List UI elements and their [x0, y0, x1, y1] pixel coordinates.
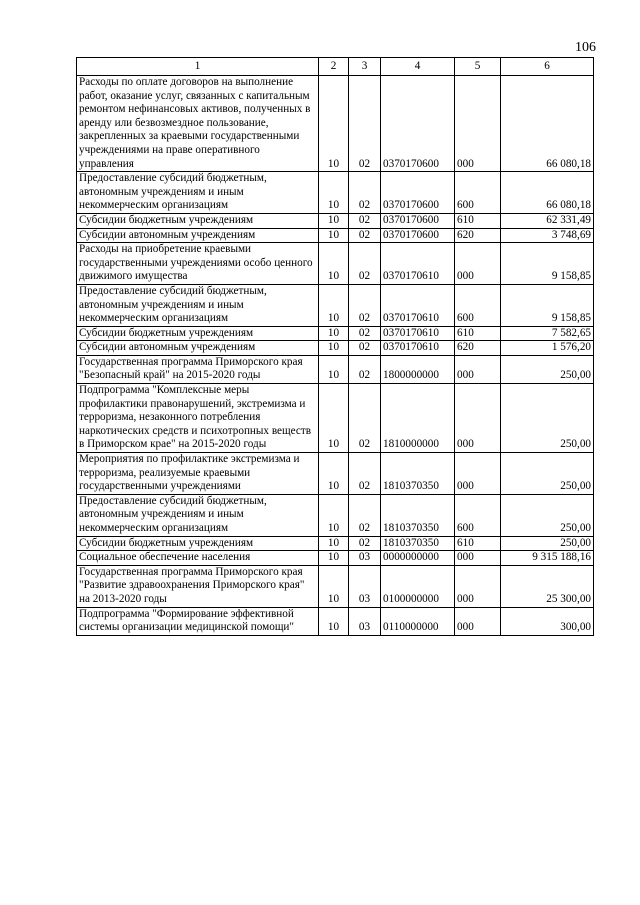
row-amount: 1 576,20 — [501, 341, 594, 356]
header-col-3: 3 — [349, 58, 381, 76]
row-expense-type: 000 — [455, 565, 501, 607]
row-description: Государственная программа Приморского края "Развитие здравоохранения Приморского края" на 2013-2020 годы — [77, 565, 319, 607]
row-expense-type: 600 — [455, 172, 501, 214]
row-description: Субсидии автономным учреждениям — [77, 341, 319, 356]
table-row — [77, 607, 594, 635]
row-target-code: 0000000000 — [381, 551, 455, 566]
row-amount: 250,00 — [501, 494, 594, 536]
row-expense-type: 000 — [455, 243, 501, 285]
row-subsection: 02 — [349, 228, 381, 243]
row-section: 10 — [319, 243, 349, 285]
row-section: 10 — [319, 213, 349, 228]
row-amount: 250,00 — [501, 355, 594, 383]
table-row — [77, 326, 594, 341]
row-description: Мероприятия по профилактике экстремизма и терроризма, реализуемые краевыми государственными учреждениями — [77, 453, 319, 495]
header-col-2: 2 — [319, 58, 349, 76]
row-amount: 300,00 — [501, 607, 594, 635]
row-target-code: 0370170610 — [381, 243, 455, 285]
row-amount: 9 158,85 — [501, 243, 594, 285]
row-subsection: 02 — [349, 172, 381, 214]
table-row — [77, 551, 594, 566]
row-subsection: 02 — [349, 326, 381, 341]
row-section: 10 — [319, 172, 349, 214]
row-target-code: 1810370350 — [381, 453, 455, 495]
row-target-code: 1800000000 — [381, 355, 455, 383]
row-section: 10 — [319, 494, 349, 536]
table-row — [77, 243, 594, 285]
row-expense-type: 600 — [455, 284, 501, 326]
row-description: Субсидии бюджетным учреждениям — [77, 326, 319, 341]
row-target-code: 0370170600 — [381, 76, 455, 172]
row-target-code: 0370170610 — [381, 341, 455, 356]
row-expense-type: 620 — [455, 228, 501, 243]
row-target-code: 1810370350 — [381, 494, 455, 536]
row-amount: 250,00 — [501, 384, 594, 453]
table-row — [77, 453, 594, 495]
row-expense-type: 000 — [455, 76, 501, 172]
row-expense-type: 000 — [455, 384, 501, 453]
row-subsection: 02 — [349, 453, 381, 495]
row-section: 10 — [319, 284, 349, 326]
page-number: 106 — [575, 40, 596, 55]
table-row — [77, 536, 594, 551]
row-amount: 7 582,65 — [501, 326, 594, 341]
budget-table — [76, 57, 594, 636]
table-row — [77, 228, 594, 243]
row-description: Предоставление субсидий бюджетным, автономным учреждениям и иным некоммерческим организациям — [77, 284, 319, 326]
row-expense-type: 610 — [455, 326, 501, 341]
row-expense-type: 600 — [455, 494, 501, 536]
row-subsection: 02 — [349, 76, 381, 172]
row-section: 10 — [319, 228, 349, 243]
row-subsection: 02 — [349, 284, 381, 326]
row-target-code: 0110000000 — [381, 607, 455, 635]
row-description: Подпрограмма "Формирование эффективной системы организации медицинской помощи" — [77, 607, 319, 635]
row-section: 10 — [319, 326, 349, 341]
row-description: Субсидии бюджетным учреждениям — [77, 213, 319, 228]
row-expense-type: 610 — [455, 536, 501, 551]
row-description: Субсидии бюджетным учреждениям — [77, 536, 319, 551]
header-col-5: 5 — [455, 58, 501, 76]
table-row — [77, 384, 594, 453]
row-target-code: 0370170600 — [381, 172, 455, 214]
row-description: Подпрограмма "Комплексные меры профилактики правонарушений, экстремизма и терроризма, незаконного потребления наркотических средств и психотропных веществ в Приморском крае" на 2015-2020 годы — [77, 384, 319, 453]
row-section: 10 — [319, 536, 349, 551]
row-target-code: 0100000000 — [381, 565, 455, 607]
row-section: 10 — [319, 453, 349, 495]
table-header-row — [77, 58, 594, 76]
row-subsection: 02 — [349, 213, 381, 228]
table-row — [77, 172, 594, 214]
row-subsection: 02 — [349, 355, 381, 383]
row-section: 10 — [319, 607, 349, 635]
row-section: 10 — [319, 565, 349, 607]
table-row — [77, 355, 594, 383]
row-amount: 3 748,69 — [501, 228, 594, 243]
header-col-6: 6 — [501, 58, 594, 76]
row-subsection: 02 — [349, 494, 381, 536]
row-description: Расходы по оплате договоров на выполнение работ, оказание услуг, связанных с капитальным ремонтом нефинансовых активов, полученных в аренду или безвозмездное пользование, закрепленных за краевыми государственными учреждениями на праве оперативного управления — [77, 76, 319, 172]
row-subsection: 02 — [349, 384, 381, 453]
row-amount: 250,00 — [501, 453, 594, 495]
row-section: 10 — [319, 341, 349, 356]
table-row — [77, 341, 594, 356]
row-subsection: 02 — [349, 341, 381, 356]
row-amount: 250,00 — [501, 536, 594, 551]
row-description: Расходы на приобретение краевыми государственными учреждениями особо ценного движимого имущества — [77, 243, 319, 285]
row-subsection: 03 — [349, 607, 381, 635]
row-target-code: 0370170610 — [381, 326, 455, 341]
row-description: Субсидии автономным учреждениям — [77, 228, 319, 243]
row-expense-type: 000 — [455, 551, 501, 566]
row-subsection: 03 — [349, 565, 381, 607]
row-section: 10 — [319, 551, 349, 566]
row-target-code: 0370170600 — [381, 228, 455, 243]
row-target-code: 1810000000 — [381, 384, 455, 453]
row-amount: 62 331,49 — [501, 213, 594, 228]
table-row — [77, 76, 594, 172]
row-expense-type: 000 — [455, 355, 501, 383]
table-row — [77, 565, 594, 607]
row-expense-type: 000 — [455, 607, 501, 635]
row-description: Предоставление субсидий бюджетным, автономным учреждениям и иным некоммерческим организациям — [77, 172, 319, 214]
row-amount: 66 080,18 — [501, 172, 594, 214]
row-target-code: 0370170600 — [381, 213, 455, 228]
row-target-code: 0370170610 — [381, 284, 455, 326]
row-amount: 66 080,18 — [501, 76, 594, 172]
row-amount: 9 315 188,16 — [501, 551, 594, 566]
table-row — [77, 213, 594, 228]
row-description: Предоставление субсидий бюджетным, автономным учреждениям и иным некоммерческим организациям — [77, 494, 319, 536]
row-subsection: 03 — [349, 551, 381, 566]
row-section: 10 — [319, 384, 349, 453]
row-expense-type: 000 — [455, 453, 501, 495]
row-amount: 25 300,00 — [501, 565, 594, 607]
header-col-4: 4 — [381, 58, 455, 76]
row-subsection: 02 — [349, 243, 381, 285]
table-row — [77, 494, 594, 536]
row-subsection: 02 — [349, 536, 381, 551]
table-row — [77, 284, 594, 326]
row-amount: 9 158,85 — [501, 284, 594, 326]
row-section: 10 — [319, 76, 349, 172]
row-target-code: 1810370350 — [381, 536, 455, 551]
row-description: Социальное обеспечение населения — [77, 551, 319, 566]
row-description: Государственная программа Приморского края "Безопасный край" на 2015-2020 годы — [77, 355, 319, 383]
row-expense-type: 620 — [455, 341, 501, 356]
row-expense-type: 610 — [455, 213, 501, 228]
row-section: 10 — [319, 355, 349, 383]
header-col-1: 1 — [77, 58, 319, 76]
